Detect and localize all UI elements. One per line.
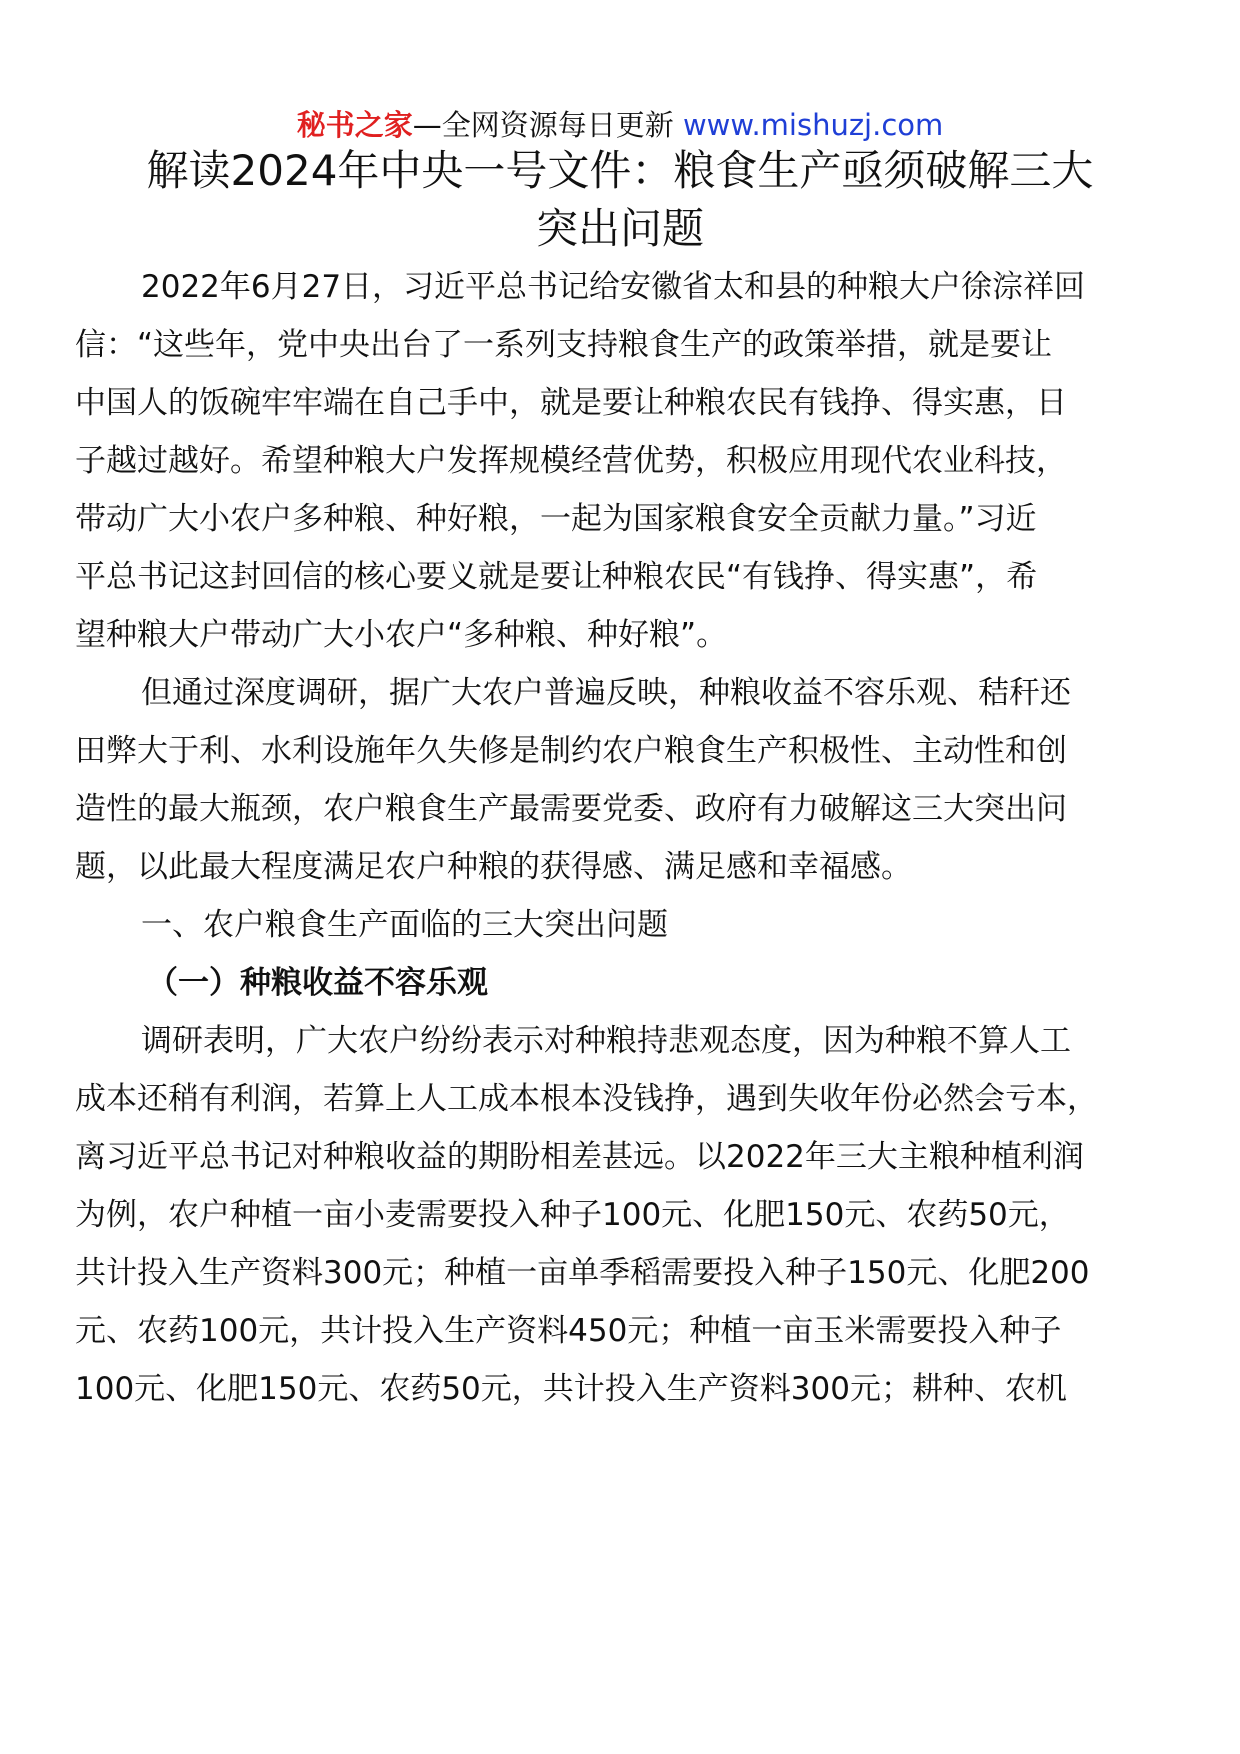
document-title-line-1: 解读2024年中央一号文件：粮食生产亟须破解三大 — [146, 146, 1094, 195]
text-line: 平总书记这封回信的核心要义就是要让种粮农民“有钱挣、得实惠”，希 — [75, 559, 1038, 595]
text-line: 元、农药100元，共计投入生产资料450元；种植一亩玉米需要投入种子 — [75, 1313, 1062, 1349]
text-line: 成本还稍有利润，若算上人工成本根本没钱挣，遇到失收年份必然会亏本， — [75, 1081, 1098, 1117]
text-line: 离习近平总书记对种粮收益的期盼相差甚远。以2022年三大主粮种植利润 — [75, 1139, 1084, 1175]
text-line: 造性的最大瓶颈，农户粮食生产最需要党委、政府有力破解这三大突出问 — [75, 791, 1067, 827]
document-title-line-2: 突出问题 — [535, 204, 704, 253]
header-url[interactable]: www.mishuzj.com — [682, 108, 944, 142]
text-line: 带动广大小农户多种粮、种好粮，一起为国家粮食安全贡献力量。”习近 — [75, 501, 1037, 537]
text-line: 望种粮大户带动广大小农户“多种粮、种好粮”。 — [75, 617, 728, 653]
header-tagline: —全网资源每日更新 — [412, 108, 683, 142]
text-line: 2022年6月27日，习近平总书记给安徽省太和县的种粮大户徐淙祥回 — [141, 269, 1086, 305]
section-heading-2: （一）种粮收益不容乐观 — [147, 965, 488, 1001]
text-line: 共计投入生产资料300元；种植一亩单季稻需要投入种子150元、化肥200 — [75, 1255, 1090, 1291]
text-line: 田弊大于利、水利设施年久失修是制约农户粮食生产积极性、主动性和创 — [75, 733, 1067, 769]
text-line: 子越过越好。希望种粮大户发挥规模经营优势，积极应用现代农业科技， — [75, 443, 1067, 479]
section-heading-1: 一、农户粮食生产面临的三大突出问题 — [141, 907, 668, 943]
text-line: 中国人的饭碗牢牢端在自己手中，就是要让种粮农民有钱挣、得实惠，日 — [75, 385, 1067, 421]
text-line: 100元、化肥150元、农药50元，共计投入生产资料300元；耕种、农机 — [75, 1371, 1067, 1407]
brand-name: 秘书之家 — [296, 108, 413, 142]
text-line: 信：“这些年，党中央出台了一系列支持粮食生产的政策举措，就是要让 — [75, 327, 1053, 363]
text-line: 为例，农户种植一亩小麦需要投入种子100元、化肥150元、农药50元， — [75, 1197, 1070, 1233]
text-line: 但通过深度调研，据广大农户普遍反映，种粮收益不容乐观、秸秆还 — [141, 675, 1071, 711]
text-line: 调研表明，广大农户纷纷表示对种粮持悲观态度，因为种粮不算人工 — [141, 1023, 1071, 1059]
text-line: 题，以此最大程度满足农户种粮的获得感、满足感和幸福感。 — [75, 849, 912, 885]
